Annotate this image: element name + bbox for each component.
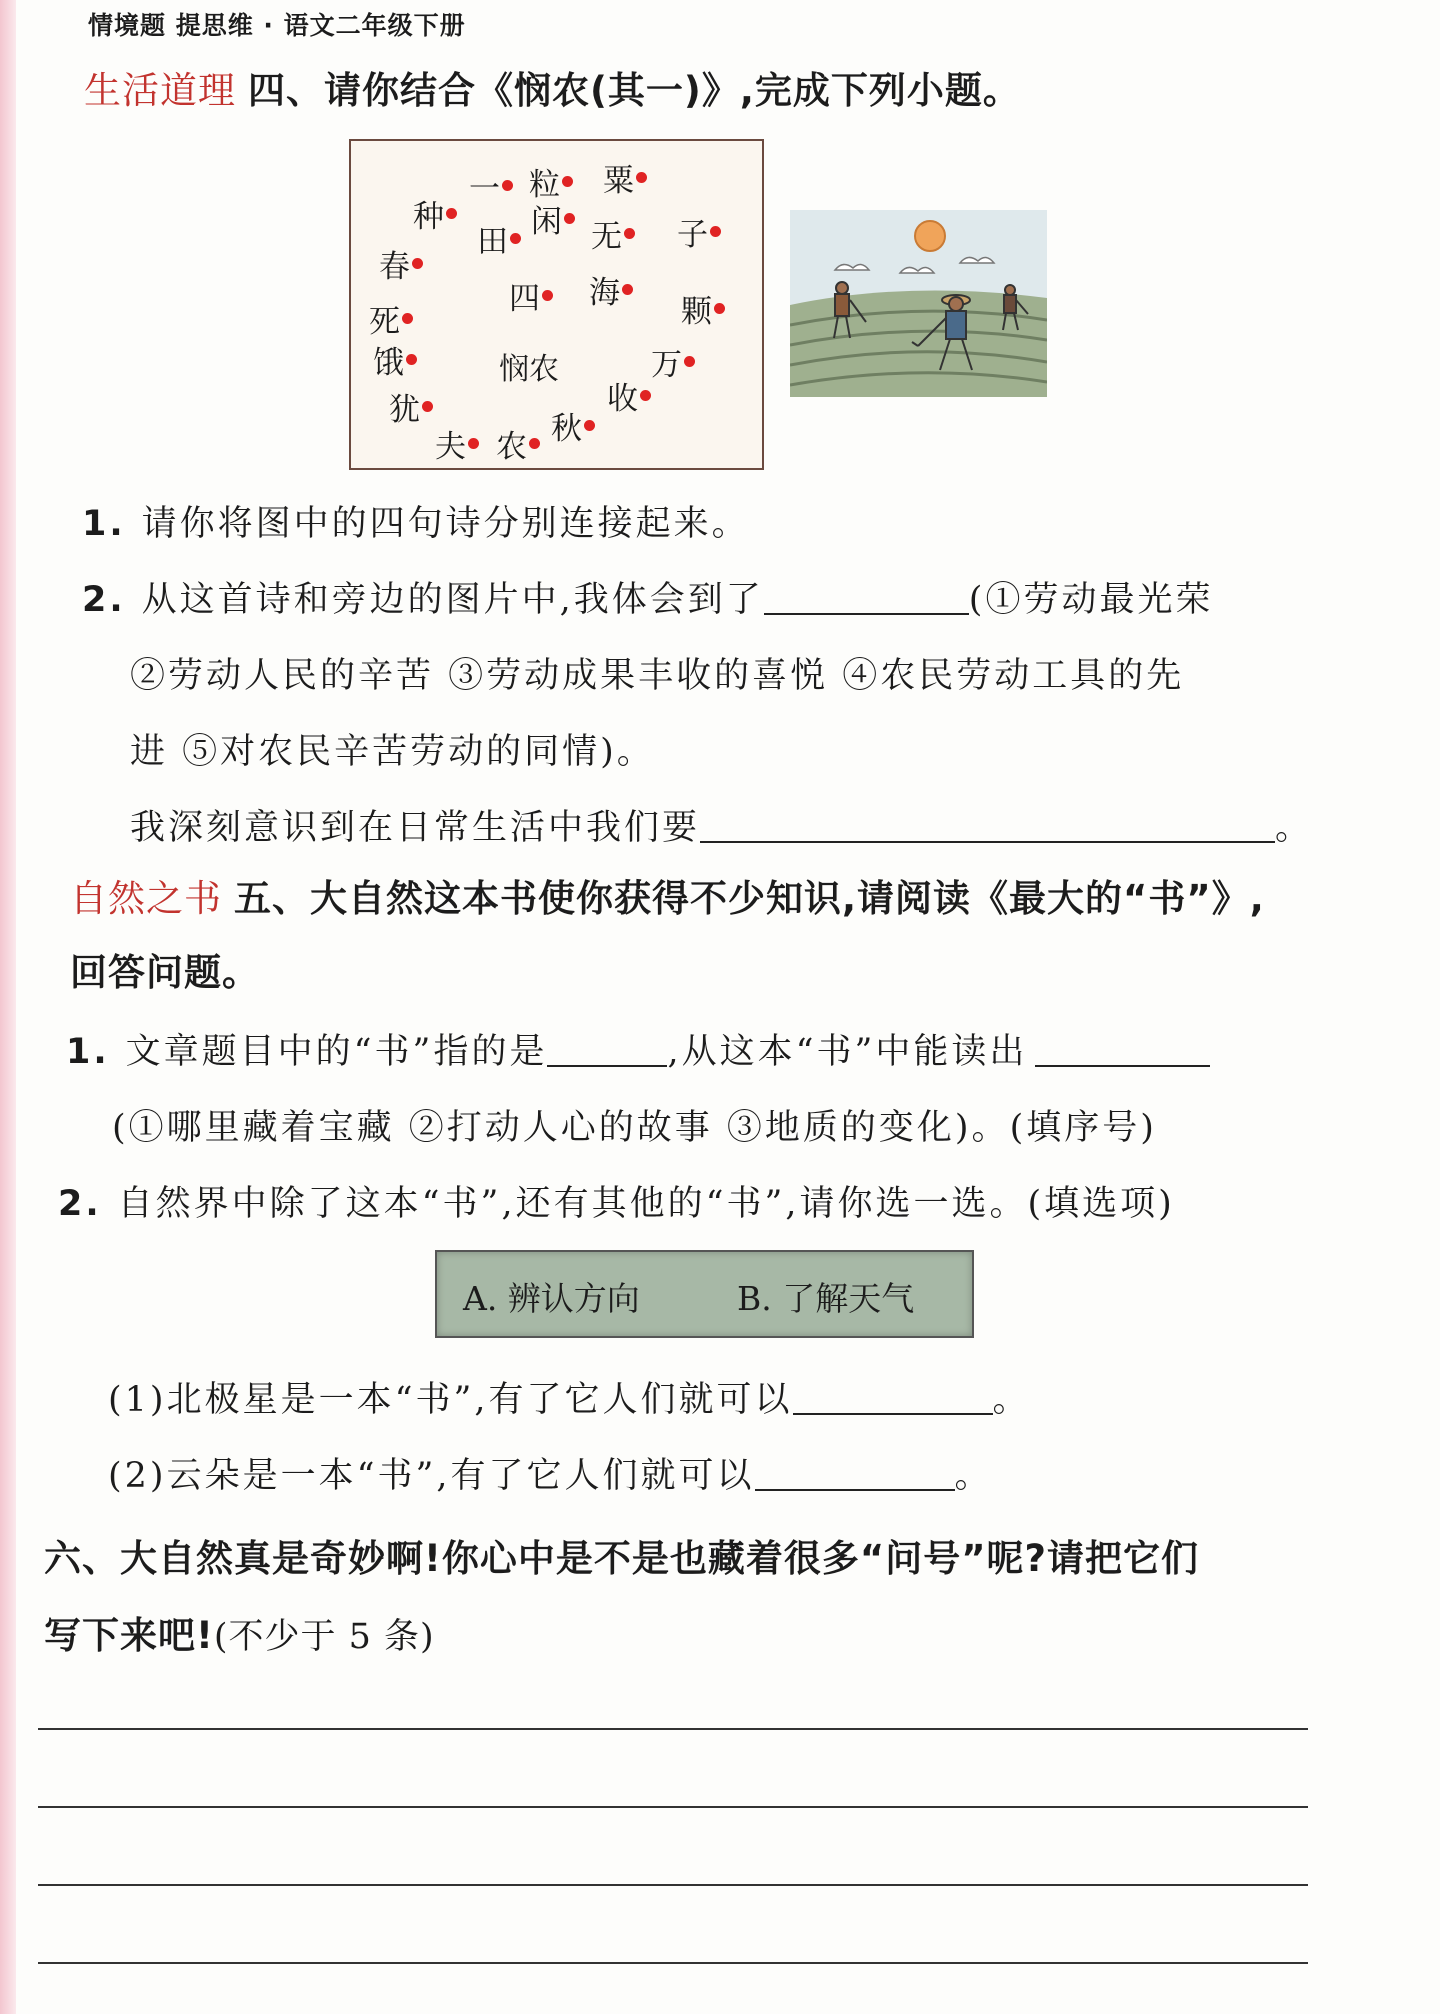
question-number: 1. <box>82 504 126 544</box>
section5-tag: 自然之书 <box>70 877 222 920</box>
question-text: (1)北极星是一本“书”,有了它人们就可以 <box>108 1380 793 1420</box>
section6-title-cont <box>44 1605 435 1659</box>
poem-char[interactable]: 无 <box>591 211 635 256</box>
poem-char[interactable]: 闲 <box>531 196 575 241</box>
question-text: 自然界中除了这本“书”,还有其他的“书”,请你选一选。(填选项) <box>117 1184 1175 1224</box>
poem-char[interactable]: 四 <box>509 273 553 318</box>
answer-blank[interactable] <box>764 583 969 615</box>
connect-dot[interactable] <box>542 290 553 301</box>
option-box <box>435 1250 974 1338</box>
question-number: 2. <box>82 580 126 620</box>
poem-char[interactable]: 春 <box>379 241 423 286</box>
writing-line[interactable] <box>38 1884 1308 1886</box>
connect-dot[interactable] <box>636 172 647 183</box>
poem-character-puzzle <box>349 139 764 470</box>
poem-char[interactable]: 田 <box>477 216 521 261</box>
answer-blank[interactable] <box>1035 1035 1210 1067</box>
connect-dot[interactable] <box>422 401 433 412</box>
poem-char[interactable]: 死 <box>369 296 413 341</box>
s4-question-1 <box>82 496 750 546</box>
question-text: 写下来吧! <box>44 1614 214 1657</box>
s4-q2-options-line: 进 ⑤对农民辛苦劳动的同情)。 <box>130 732 655 772</box>
answer-blank[interactable] <box>700 811 1275 843</box>
connect-dot[interactable] <box>468 438 479 449</box>
question-text: 。 <box>954 1456 993 1496</box>
connect-dot[interactable] <box>502 180 513 191</box>
section6-title: 六、大自然真是奇妙啊!你心中是不是也藏着很多“问号”呢?请把它们 <box>44 1537 1199 1580</box>
connect-dot[interactable] <box>562 176 573 187</box>
question-text: 从这首诗和旁边的图片中,我体会到了 <box>141 580 764 620</box>
s5-q2-sub2 <box>108 1448 993 1498</box>
connect-dot[interactable] <box>402 313 413 324</box>
connect-dot[interactable] <box>714 303 725 314</box>
question-text: (①劳动最光荣 <box>968 580 1214 620</box>
poem-char[interactable]: 夫 <box>435 421 479 466</box>
connect-dot[interactable] <box>684 356 695 367</box>
poem-char[interactable]: 秋 <box>551 403 595 448</box>
question-text: ,从这本“书”中能读出 <box>667 1032 1028 1072</box>
answer-blank[interactable] <box>793 1383 993 1415</box>
poem-char[interactable]: 犹 <box>389 384 433 429</box>
poem-char[interactable]: 海 <box>589 267 633 312</box>
connect-dot[interactable] <box>564 213 575 224</box>
s5-question-1 <box>66 1024 1210 1074</box>
poem-center-title: 悯农 <box>499 352 559 387</box>
poem-char[interactable]: 颗 <box>681 286 725 331</box>
answer-blank[interactable] <box>547 1035 667 1067</box>
poem-char[interactable]: 万 <box>651 339 695 384</box>
connect-dot[interactable] <box>710 226 721 237</box>
farm-illustration <box>790 210 1047 397</box>
section5-title: 五、大自然这本书使你获得不少知识,请阅读《最大的“书”》, <box>234 877 1265 920</box>
writing-line[interactable] <box>38 1806 1308 1808</box>
section4-tag: 生活道理 <box>84 69 236 112</box>
option-a: A. 辨认方向 <box>463 1279 640 1318</box>
poem-char[interactable]: 种 <box>413 191 457 236</box>
s4-q2-options-line: ②劳动人民的辛苦 ③劳动成果丰收的喜悦 ④农民劳动工具的先 <box>130 656 1185 696</box>
page-edge-stripe <box>0 0 16 2014</box>
connect-dot[interactable] <box>510 233 521 244</box>
section5-heading <box>70 868 1265 922</box>
writing-line[interactable] <box>38 1962 1308 1964</box>
question-text: 我深刻意识到在日常生活中我们要 <box>130 808 701 848</box>
option-b: B. 了解天气 <box>737 1279 915 1318</box>
section5-title-cont: 回答问题。 <box>70 951 260 994</box>
poem-char[interactable]: 收 <box>607 373 651 418</box>
s5-q2-sub1 <box>108 1372 1031 1422</box>
poem-char[interactable]: 一 <box>469 163 513 208</box>
s4-q2-reflection <box>130 800 1313 850</box>
writing-line[interactable] <box>38 1728 1308 1730</box>
question-text: 请你将图中的四句诗分别连接起来。 <box>141 504 750 544</box>
poem-char[interactable]: 农 <box>496 421 540 466</box>
connect-dot[interactable] <box>412 258 423 269</box>
s5-q1-options: (①哪里藏着宝藏 ②打动人心的故事 ③地质的变化)。(填序号) <box>112 1108 1157 1148</box>
s4-question-2 <box>82 572 1213 622</box>
question-number: 2. <box>58 1184 102 1224</box>
poem-char[interactable]: 子 <box>677 209 721 254</box>
question-text: 文章题目中的“书”指的是 <box>125 1032 548 1072</box>
question-text: 。 <box>1275 808 1314 848</box>
poem-char[interactable]: 饿 <box>373 337 417 382</box>
question-number: 1. <box>66 1032 110 1072</box>
section4-title: 四、请你结合《悯农(其一)》,完成下列小题。 <box>248 69 1021 112</box>
poem-char[interactable]: 粒 <box>529 159 573 204</box>
s5-question-2 <box>58 1176 1175 1226</box>
running-head: 情境题 提思维 · 语文二年级下册 <box>88 11 466 40</box>
connect-dot[interactable] <box>584 420 595 431</box>
connect-dot[interactable] <box>640 390 651 401</box>
question-text: (2)云朵是一本“书”,有了它人们就可以 <box>108 1456 755 1496</box>
connect-dot[interactable] <box>406 354 417 365</box>
question-note: (不少于 5 条) <box>213 1617 435 1657</box>
answer-blank[interactable] <box>755 1459 955 1491</box>
connect-dot[interactable] <box>529 438 540 449</box>
section4-heading <box>84 60 1021 114</box>
connect-dot[interactable] <box>622 284 633 295</box>
connect-dot[interactable] <box>624 228 635 239</box>
connect-dot[interactable] <box>446 208 457 219</box>
sun-icon <box>915 221 945 251</box>
poem-char[interactable]: 粟 <box>603 155 647 200</box>
question-text: 。 <box>992 1380 1031 1420</box>
